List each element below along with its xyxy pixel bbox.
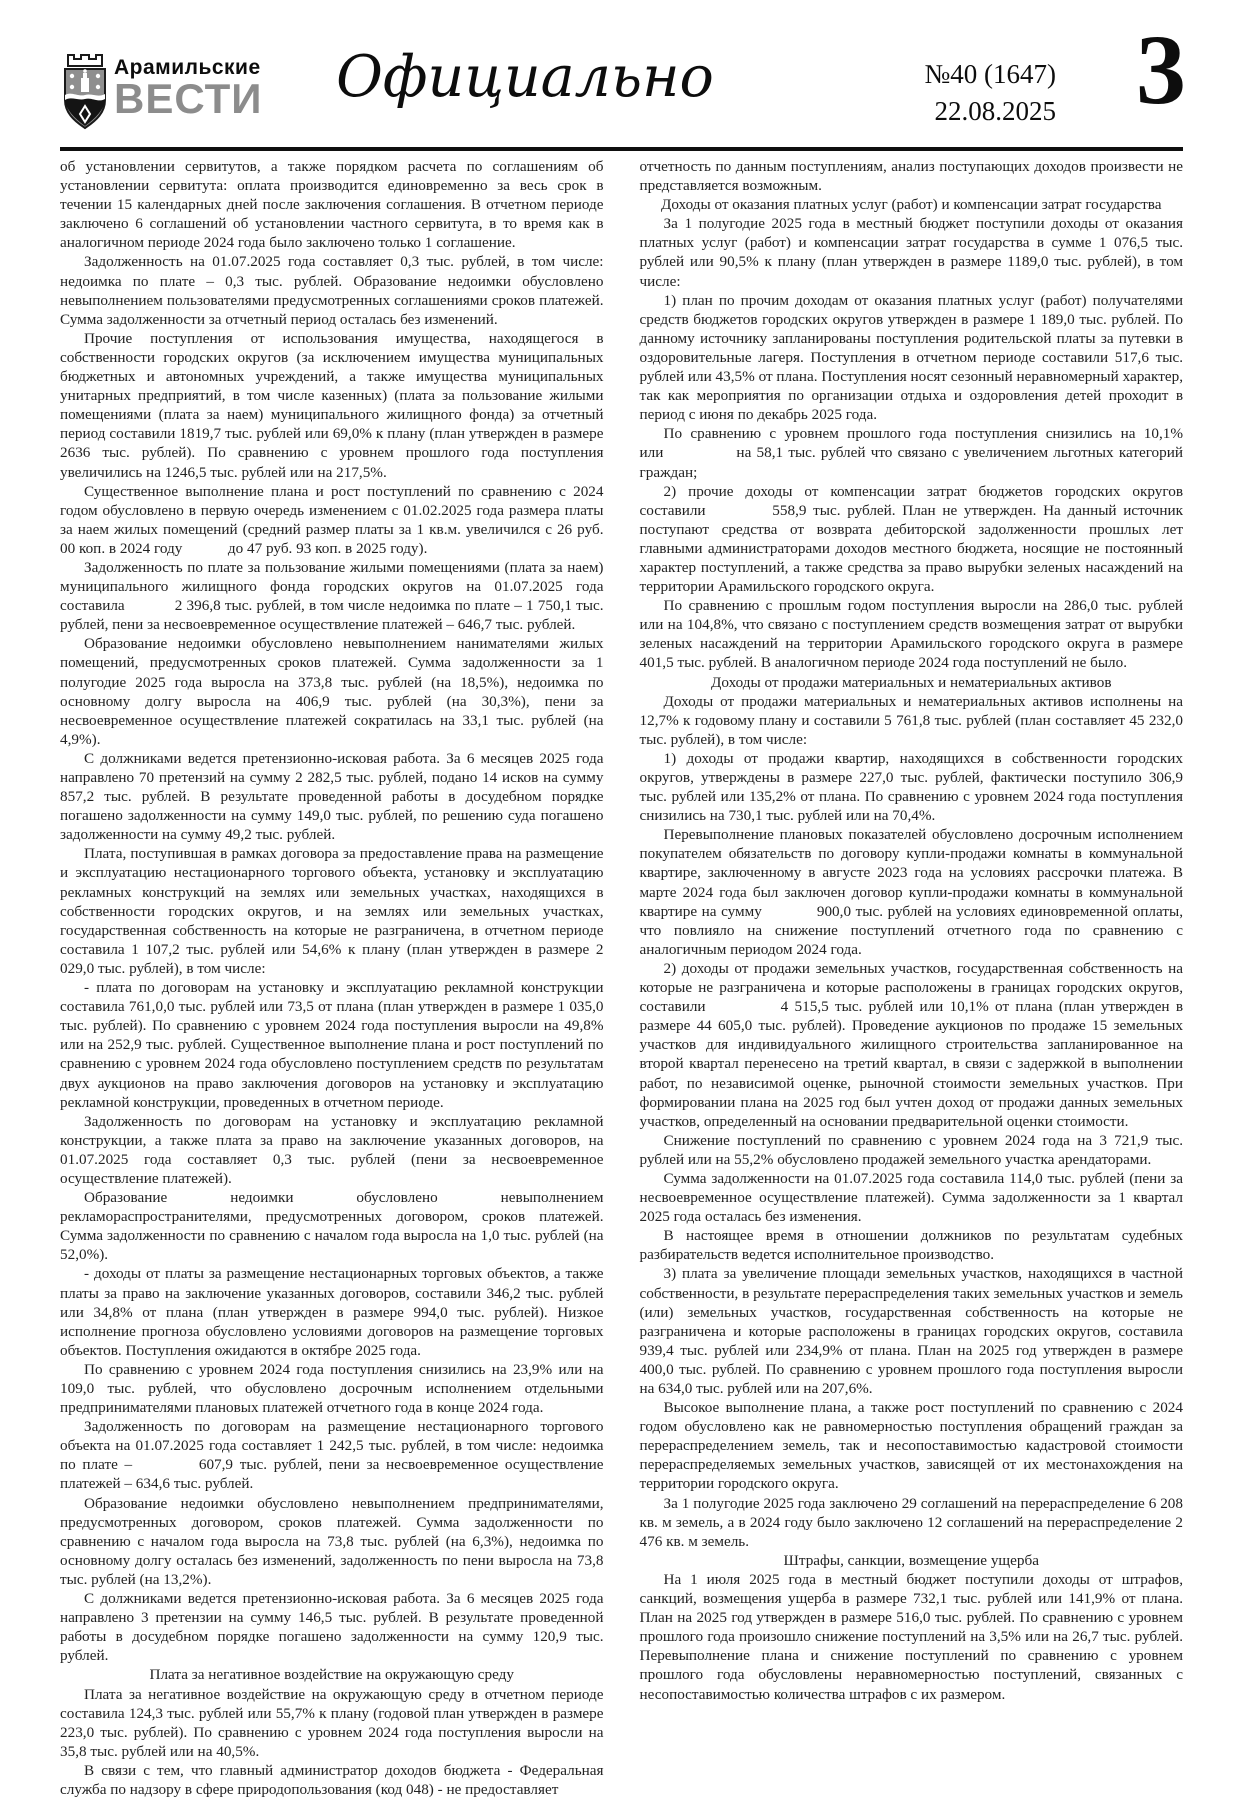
page-header xyxy=(60,0,1186,148)
body-paragraph: Существенное выполнение плана и рост поступлений по сравнению с 2024 годом обусловлено в первую очередь изменением с 01.02.2025 года размера платы за наем жилых помещений (средний размер платы за 1 кв.м. увеличился с 26 руб. 00 коп. в 2024 году до 47 руб. 93 коп. в 2025 году). xyxy=(60,482,604,557)
body-paragraph: Задолженность по договорам на установку и эксплуатацию рекламной конструкции, а также плата за право на заключение указанных договоров, на 01.07.2025 года составляет 0,3 тыс. рублей (пени за несвоевременное осуществление платежей). xyxy=(60,1112,604,1187)
issue-date: 22.08.2025 xyxy=(934,96,1056,126)
body-paragraph: По сравнению с прошлым годом поступления выросли на 286,0 тыс. рублей или на 104,8%, что связано с поступлением средств возмещения затрат от вырубки зеленых насаждений на территории Арамильского городского округа в размере 401,5 тыс. рублей. В аналогичном периоде 2024 года поступлений не было. xyxy=(639,597,1183,672)
section-heading: Плата за негативное воздействие на окружающую среду xyxy=(149,1666,514,1684)
body-paragraph: 1) доходы от продажи квартир, находящихся в собственности городских округов, утверждены в размере 227,0 тыс. рублей, фактически поступило 306,9 тыс. рублей или 135,2% от плана. По сравнению с уровнем 2024 года поступления снизились на 730,1 тыс. рублей или на 70,4%. xyxy=(639,749,1183,825)
body-paragraph: 3) плата за увеличение площади земельных участков, находящихся в частной собственности, в результате перераспределения таких земельных участков и земель (или) земельных участков, государственная собственность на которые не разграничена и которые расположены в границах городских округов, составила 939,4 тыс. рублей или 234,9% от плана. План на 2025 год утвержден в размере 400,0 тыс. рублей. По сравнению с уровнем прошлого года поступления выросли на 634,0 тыс. рублей или на 207,6%. xyxy=(639,1265,1183,1397)
body-paragraph: С должниками ведется претензионно-исковая работа. За 6 месяцев 2025 года направлено 70 претензий на сумму 2 282,5 тыс. рублей, подано 14 исков на сумму 857,2 тыс. рублей. В результате проведенной работы в досудебном порядке погашено задолженности на сумму 149,0 тыс. рублей, по решению суда погашено задолженности на сумму 49,2 тыс. рублей. xyxy=(60,749,604,844)
issue-number: №40 (1647) xyxy=(924,59,1056,89)
page-number: 3 xyxy=(1136,14,1186,125)
body-paragraph: В связи с тем, что главный администратор доходов бюджета - Федеральная служба по надзору в сфере природопользования (код 048) - не предоставляет xyxy=(60,1761,604,1798)
body-paragraph: Плата, поступившая в рамках договора за предоставление права на размещение и эксплуатацию нестационарного торгового объекта, установку и эксплуатацию рекламных конструкций на землях или земельных участках, находящихся в собственности городских округов, и на землях или земельных участках, государственная собственность на которые не разграничена, в отчетном периоде составила 1 107,2 тыс. рублей или 54,6% к плану (план утвержден в размере 2 029,0 тыс. рублей), в том числе: xyxy=(60,845,604,977)
left-column xyxy=(60,157,604,1799)
body-paragraph: 2) доходы от продажи земельных участков, государственная собственность на которые не разграничена и которые расположены в границах городских округов, составили 4 515,5 тыс. рублей или 10,1% от плана (план утвержден в размере 44 605,0 тыс. рублей). Проведение аукционов по продаже 15 земельных участков для индивидуального жилищного строительства запланированное на второй квартал перенесено на третий квартал, в связи с задержкой в выполнении работ, по независимой оценке, рыночной стоимости земельных участков. При формировании плана на 2025 год был учтен доход от продажи данных земельных участков, определенный на основании предварительной оценки стоимости. xyxy=(639,959,1183,1130)
body-paragraph: об установлении сервитутов, а также порядком расчета по соглашениям об установлении сервитута: оплата производится единовременно за весь срок в течении 15 календарных дней после заключения соглашения. В отчетном периоде заключено 6 соглашений об установлении частного сервитута, в то время как в аналогичном периоде 2024 года было заключено только 1 соглашение. xyxy=(60,158,604,252)
body-paragraph: Образование недоимки обусловлено невыполнением рекламораспространителями, предусмотренных договором, сроков платежей. Сумма задолженности по сравнению с началом года выросла на 1,0 тыс. рублей (на 52,0%). xyxy=(60,1189,604,1264)
body-paragraph: - плата по договорам на установку и эксплуатацию рекламной конструкции составила 761,0,0 тыс. рублей или 73,5 от плана (план утвержден в размере 1 035,0 тыс. рублей). По сравнению с уровнем 2024 года поступления выросли на 49,8% или на 252,9 тыс. рублей. Существенное выполнение плана и рост поступлений по сравнению с уровнем 2024 года обусловлено поступлением средств по результатам двух аукционов на право заключения договоров на установку и эксплуатацию рекламной конструкции, проведенных в отчетном периоде. xyxy=(60,979,604,1111)
body-paragraph: В настоящее время в отношении должников по результатам судебных разбирательств ведется исполнительное производство. xyxy=(639,1227,1183,1264)
body-paragraph: - доходы от платы за размещение нестационарных торговых объектов, а также платы за право на заключение указанных договоров, составили 346,2 тыс. рублей или 34,8% от плана (план утвержден в размере 994,0 тыс. рублей). Низкое исполнение прогноза обусловлено условиями договоров на размещение торговых объектов. Поступления ожидаются в октябре 2025 года. xyxy=(60,1265,604,1359)
body-paragraph: Образование недоимки обусловлено невыполнением предпринимателями, предусмотренных договором, сроков платежей. Сумма задолженности по сравнению с началом года выросла на 73,8 тыс. рублей (на 6,3%), недоимка по основному долгу осталась без изменений, задолженность по пени выросла на 73,8 тыс. рублей (на 13,2%). xyxy=(60,1494,604,1588)
section-heading: Доходы от продажи материальных и нематериальных активов xyxy=(711,673,1112,691)
body-paragraph: Доходы от продажи материальных и нематериальных активов исполнены на 12,7% к годовому плану и составили 5 761,8 тыс. рублей (план составляет 45 232,0 тыс. рублей), в том числе: xyxy=(639,692,1183,748)
body-paragraph: Прочие поступления от использования имущества, находящегося в собственности городских округов (за исключением имущества муниципальных бюджетных и автономных учреждений, а также имущества муниципальных унитарных предприятий, в том числе казенных) (плата за пользование жилыми помещениями (плата за наем) муниципального жилищного фонда) за отчетный период составили 1819,7 тыс. рублей или 69,0% к плану (план утвержден в размере 2636 тыс. рублей). По сравнению с уровнем прошлого года поступления увеличились на 1246,5 тыс. рублей или на 217,5%. xyxy=(60,329,604,481)
body-paragraph: На 1 июля 2025 года в местный бюджет поступили доходы от штрафов, санкций, возмещения ущерба в размере 732,1 тыс. рублей или 141,9% от плана. План на 2025 год утвержден в размере 516,0 тыс. рублей. По сравнению с уровнем прошлого года произошло снижение поступлений на 3,5% или на 26,7 тыс. рублей. Перевыполнение плана и снижение поступлений по сравнению с уровнем прошлого года обусловлены неравномерностью поступлений, связанных с несопоставимостью количества штрафов с их размером. xyxy=(639,1570,1183,1703)
body-paragraph: Перевыполнение плановых показателей обусловлено досрочным исполнением покупателем обязательств по договору купли-продажи комнаты в коммунальной квартире, заключенному в августе 2023 года на условиях рассрочки платежа. В марте 2024 года был заключен договор купли-продажи комнаты в коммунальной квартире на сумму 900,0 тыс. рублей на условиях единовременной оплаты, что повлияло на снижение поступлений отчетного года по сравнению с аналогичным периодом 2024 года. xyxy=(639,826,1183,958)
body-paragraph: Плата за негативное воздействие на окружающую среду в отчетном периоде составила 124,3 тыс. рублей или 55,7% к плану (годовой план утвержден в размере 223,0 тыс. рублей). По сравнению с уровнем 2024 года поступления выросли на 35,8 тыс. рублей или на 40,5%. xyxy=(60,1685,604,1760)
section-title: Официально xyxy=(336,44,714,110)
masthead-title-bottom: ВЕСТИ xyxy=(114,75,263,122)
masthead-title-top: Арамильские xyxy=(114,56,261,79)
body-paragraph: Задолженность по договорам на размещение нестационарного торгового объекта на 01.07.2025 года составляет 1 242,5 тыс. рублей, в том числе: недоимка по плате – 607,9 тыс. рублей, пени за несвоевременное осуществление платежей – 634,6 тыс. рублей. xyxy=(60,1418,604,1493)
section-heading: Штрафы, санкции, возмещение ущерба xyxy=(783,1551,1039,1569)
section-heading: Доходы от оказания платных услуг (работ) и компенсации затрат государства xyxy=(660,196,1162,214)
body-paragraph: 1) план по прочим доходам от оказания платных услуг (работ) получателями средств бюджетов городских округов утвержден в размере 1 189,0 тыс. рублей. По данному источнику запланированы поступления родительской платы за путевки в оздоровительные лагеря. Поступления в отчетном периоде составили 517,6 тыс. рублей или 43,5% от плана. Поступления носят сезонный неравномерный характер, так как мероприятия по организации отдыха и оздоровления детей проходит в период с июня по декабрь 2025 года. xyxy=(639,291,1183,424)
body-paragraph: 2) прочие доходы от компенсации затрат бюджетов городских округов составили 558,9 тыс. рублей. План не утвержден. На данный источник поступают средства от возврата дебиторской задолженности прошлых лет главными администраторами доходов местного бюджета, носящие не постоянный характер поступлений, а также средства за право вырубки зеленых насаждений на территории Арамильского городского округа. xyxy=(639,482,1183,596)
body-paragraph: По сравнению с уровнем прошлого года поступления снизились на 10,1% или на 58,1 тыс. рублей что связано с увеличением льготных категорий граждан; xyxy=(639,425,1183,481)
masthead xyxy=(114,56,263,122)
issue-block xyxy=(925,56,1057,130)
body-paragraph: Сумма задолженности на 01.07.2025 года составила 114,0 тыс. рублей (пени за несвоевременное осуществление платежей). Сумма задолженности за 1 квартал 2025 года осталась без изменения. xyxy=(639,1169,1183,1226)
right-column xyxy=(640,157,1184,1799)
body-paragraph: отчетность по данным поступлениям, анализ поступающих доходов произвести не представляется возможным. xyxy=(639,158,1183,195)
body-paragraph: С должниками ведется претензионно-исковая работа. За 6 месяцев 2025 года направлено 3 претензии на сумму 146,5 тыс. рублей. В результате проведенной работы в досудебном порядке погашено задолженности на сумму 120,9 тыс. рублей. xyxy=(60,1590,604,1665)
body-paragraph: По сравнению с уровнем 2024 года поступления снизились на 23,9% или на 109,0 тыс. рублей, что обусловлено досрочным исполнением отдельными предпринимателями плановых платежей отчетного года в конце 2024 года. xyxy=(60,1360,604,1417)
header-divider-rule xyxy=(60,147,1183,151)
body-paragraph: За 1 полугодие 2025 года заключено 29 соглашений на перераспределение 6 208 кв. м земель, а в 2024 году было заключено 12 соглашений на перераспределение 2 476 кв. м земель. xyxy=(639,1494,1183,1550)
coat-of-arms-icon xyxy=(60,50,110,132)
body-paragraph: Задолженность на 01.07.2025 года составляет 0,3 тыс. рублей, в том числе: недоимка по плате – 0,3 тыс. рублей. Образование недоимки обусловлено невыполнением пользователями предусмотренных соглашениями сроков платежей. Сумма задолженности за отчетный период осталась без изменений. xyxy=(60,253,604,328)
body-paragraph: Снижение поступлений по сравнению с уровнем 2024 года на 3 721,9 тыс. рублей или на 55,2% обусловлено продажей земельного участка арендаторами. xyxy=(639,1131,1183,1168)
body-paragraph: Высокое выполнение плана, а также рост поступлений по сравнению с 2024 годом обусловлено как не равномерностью поступления обращений граждан за перераспределением земель, так и несопоставимостью кадастровой стоимости перераспределяемых земельных участков, зависящей от их местонахождения на территории городского округа. xyxy=(639,1399,1183,1493)
article-body xyxy=(60,157,1183,1799)
body-paragraph: За 1 полугодие 2025 года в местный бюджет поступили доходы от оказания платных услуг (работ) и компенсации затрат государства в сумме 1 076,5 тыс. рублей или 90,5% к плану (план утвержден в размере 1189,0 тыс. рублей), в том числе: xyxy=(639,215,1183,290)
body-paragraph: Образование недоимки обусловлено невыполнением нанимателями жилых помещений, предусмотренных сроков платежей. Сумма задолженности за 1 полугодие 2025 года выросла на 373,8 тыс. рублей (на 18,5%), недоимка по основному долгу выросла на 406,9 тыс. рублей (на 30,3%), пени за несвоевременное осуществление платежей сократилась на 33,1 тыс. рублей (на 4,9%). xyxy=(60,635,604,748)
body-paragraph: Задолженность по плате за пользование жилыми помещениями (плата за наем) муниципального жилищного фонда городских округов на 01.07.2025 года составила 2 396,8 тыс. рублей, в том числе недоимка по плате – 1 750,1 тыс. рублей, пени за несвоевременное осуществление платежей – 646,7 тыс. рублей. xyxy=(60,558,604,634)
